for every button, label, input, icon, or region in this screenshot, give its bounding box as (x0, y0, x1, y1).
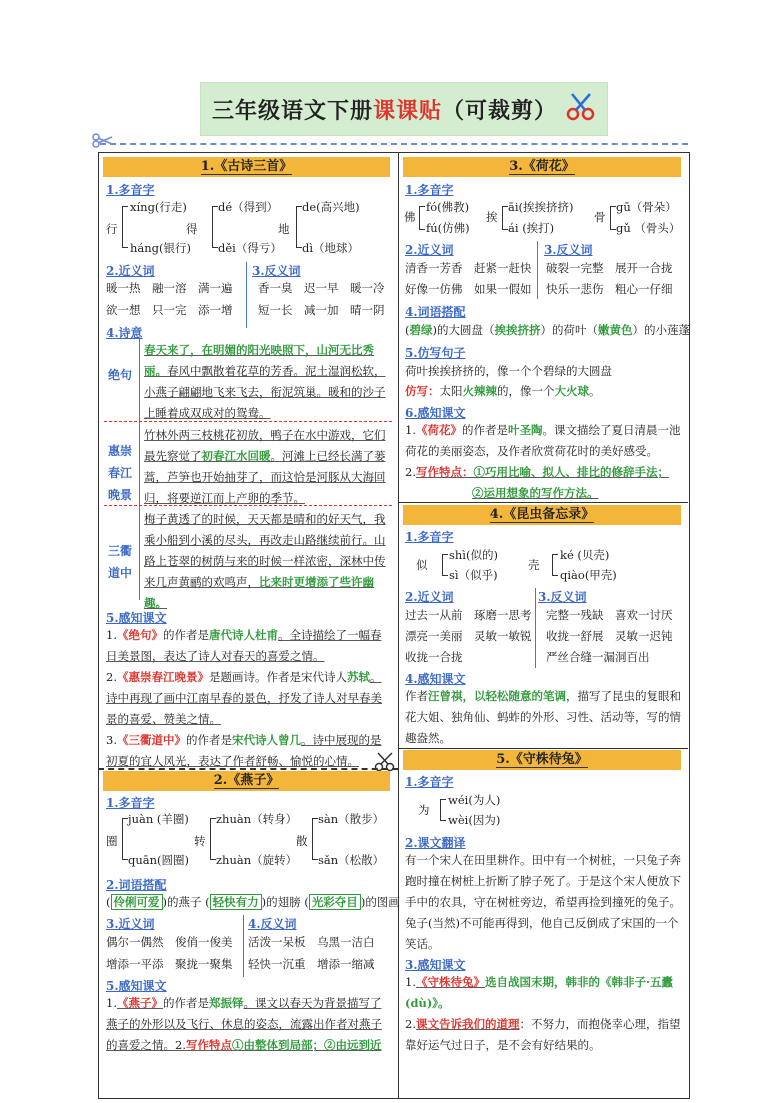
poly-char: 壳 (528, 558, 540, 572)
word-pairs: 收拢一舒展 灵敏一迟钝 (546, 629, 673, 643)
summary: ②运用想象的写作方法。 (472, 486, 599, 500)
reading: fó(佛教) (426, 200, 470, 214)
summary: 1.《守株待兔》选自战国末期，韩非的《韩非子·五蠹(dù)》。 (405, 975, 673, 1010)
bracket (442, 554, 448, 576)
subheading: 3.近义词 (106, 917, 155, 931)
summary: 2.《惠崇春江晚景》是题画诗。作者是宋代诗人苏轼。诗中再现了画中江南早春的景色，抒发了诗人对早春美景的喜爱、赞美之情。 (106, 670, 382, 726)
summary: 2.写作特点：①巧用比喻、拟人、排比的修辞手法； (405, 465, 669, 479)
word-pairs: 破裂一完整 展开一合拢 (546, 261, 673, 275)
reading: ké (贝壳) (560, 548, 610, 562)
word-pairs: 严丝合缝一漏洞百出 (546, 650, 650, 664)
word-pairs: 欲一想 只一完 添一增 (106, 303, 233, 317)
word-pairs: 短一长 减一加 晴一阴 (258, 303, 385, 317)
model-sentence: 荷叶挨挨挤挤的，像一个个碧绿的大圆盘 (405, 364, 612, 378)
divider (104, 421, 392, 422)
scissors-icon (566, 92, 596, 126)
divider (537, 241, 538, 299)
section-title: 1.《古诗三首》 (103, 157, 390, 177)
section-title: 5.《守株待兔》 (403, 750, 681, 770)
reading: de(高兴地) (302, 200, 360, 214)
poly-char: 佛 (404, 210, 416, 224)
poem-label: 三衢道中 (107, 544, 132, 580)
subheading: 5.仿写句子 (405, 346, 466, 360)
word-pairs: 快乐一悲伤 粗心一仔细 (546, 282, 673, 296)
reading: sàn（散步） (318, 812, 385, 826)
subheading: 2.课文翻译 (405, 836, 466, 850)
section-title: 3.《荷花》 (403, 157, 681, 177)
word-pairs: 活泼一呆板 乌黑一洁白 (248, 935, 375, 949)
bracket (440, 799, 446, 821)
divider (535, 588, 536, 668)
subheading: 3.反义词 (544, 243, 593, 257)
word-pairs: 完整一残缺 喜欢一讨厌 (546, 608, 673, 622)
bracket (552, 554, 558, 576)
subheading: 3.反义词 (252, 264, 301, 278)
reading: wèi(因为) (448, 813, 501, 827)
reading: shì(似的) (449, 548, 498, 562)
poem-label: 绝句 (107, 368, 132, 382)
reading: zhuàn（旋转） (216, 853, 298, 867)
subheading: 1.多音字 (106, 183, 155, 197)
summary: 1.《荷花》的作者是叶圣陶。课文描绘了夏日清晨一池荷花的美丽姿态，及作者欣赏荷花时的美好感受。 (405, 423, 681, 458)
bracket (419, 206, 425, 230)
word-pairs: 漂亮一美丽 灵敏一敏锐 (405, 629, 532, 643)
reading: děi（得亏） (218, 241, 282, 255)
divider (243, 915, 244, 977)
reading: wéi(为人) (448, 793, 501, 807)
subheading: 1.多音字 (106, 796, 155, 810)
poly-char: 得 (186, 222, 198, 236)
word-pairs: 过去一从前 琢磨一思考 (405, 608, 532, 622)
translation: 有一个宋人在田里耕作。田中有一个树桩，一只兔子奔跑时撞在树桩上折断了脖子死了。于是这个宋人便放下手中的农具，守在树桩旁边，希望再捡到撞死的兔子。兔子(当然)不可能再得到，他自己反倒成了宋国的一个笑话。 (405, 853, 681, 951)
poly-char: 骨 (594, 210, 606, 224)
word-pairs: 增添一平添 聚拢一聚集 (106, 957, 233, 971)
column-divider (398, 152, 399, 1098)
subheading: 3.感知课文 (405, 958, 466, 972)
summary: 作者汪曾祺，以轻松随意的笔调，描写了昆虫的复眼和花大姐、独角仙、蚂蚱的外形、习性、活动等，写的情趣盎然。 (405, 689, 681, 745)
divider (104, 505, 392, 506)
reading: sì（似乎) (449, 568, 498, 582)
page-title: 三年级语文下册课课贴（可裁剪） (212, 98, 558, 124)
word-pairs: 偶尔一偶然 俊俏一俊美 (106, 935, 233, 949)
reading: sǎn（松散） (318, 853, 385, 867)
poem-meaning: 梅子黄透了的时候，天天都是晴和的好天气，我乘小船到小溪的尽头，再改走山路继续前行。山路上苍翠的树荫与来的时候一样浓密，深林中传来几声黄鹂的欢鸣声，比来时更增添了些许幽趣。 (144, 512, 386, 610)
poly-char: 地 (278, 222, 290, 236)
poly-char: 为 (418, 803, 430, 817)
divider (398, 748, 688, 749)
subheading: 1.多音字 (405, 530, 454, 544)
poly-char: 行 (106, 222, 118, 236)
subheading: 4.词语搭配 (405, 305, 466, 319)
reading: ái (挨打) (508, 221, 555, 235)
section-title: 2.《燕子》 (103, 771, 390, 791)
section-title: 4.《昆虫备忘录》 (403, 505, 681, 525)
poem-meaning: 竹林外两三枝桃花初放，鸭子在水中游戏，它们最先察觉了初春江水回暖。河滩上已经长满了蒌蒿，芦笋也开始抽芽了，而这恰是河豚从大海回归，将要逆江而上产卵的季节。 (144, 428, 386, 505)
subheading: 2.近义词 (106, 264, 155, 278)
word-pairs: 暖一热 融一溶 满一遍 (106, 281, 233, 295)
subheading: 1.多音字 (405, 183, 454, 197)
scissors-icon (92, 132, 114, 152)
word-pairs: 香一臭 迟一早 暖一冷 (258, 281, 385, 295)
word-pairs: 轻快一沉重 增添一缩减 (248, 957, 375, 971)
reading: gǔ （骨头） (616, 221, 681, 235)
subheading: 4.感知课文 (405, 672, 466, 686)
reading: dé（得到） (218, 200, 279, 214)
summary: 3.《三衢道中》的作者是宋代诗人曾几。诗中展现的是初夏的宜人风光，表达了作者舒畅、愉悦的心情。 (106, 733, 382, 768)
reading: xíng(行走) (130, 200, 187, 214)
poem-meaning: 春天来了，在明媚的阳光映照下，山河无比秀丽。春风中飘散着花草的芳香。泥土湿润松软，小燕子翩翩地飞来飞去，衔泥筑巢。暖和的沙子上睡着成双成对的鸳鸯。 (144, 343, 386, 420)
subheading: 2.近义词 (405, 590, 454, 604)
summary: 2.课文告诉我们的道理：不努力，而抱侥幸心理，指望靠好运气过日子，是不会有好结果的。 (405, 1017, 681, 1052)
cut-line (100, 143, 688, 145)
subheading: 2.词语搭配 (106, 878, 167, 892)
poly-char: 圈 (106, 834, 118, 848)
subheading: 4.诗意 (106, 326, 143, 340)
divider (398, 502, 688, 503)
word-pairs: 清香一芳香 赶紧一赶快 (405, 261, 532, 275)
bracket (122, 206, 128, 248)
poly-char: 挨 (486, 210, 498, 224)
word-pairs: 收拢一合拢 (405, 650, 463, 664)
subheading: 6.感知课文 (405, 406, 466, 420)
poly-char: 似 (416, 558, 428, 572)
poly-char: 散 (296, 834, 308, 848)
subheading: 3.反义词 (538, 590, 587, 604)
subheading: 2.近义词 (405, 243, 454, 257)
reading: qiào(甲壳) (560, 568, 617, 582)
word-pairs: 好像一仿佛 如果一假如 (405, 282, 532, 296)
poly-char: 转 (194, 834, 206, 848)
summary: 1.《燕子》的作者是郑振铎。课文以春天为背景描写了燕子的外形以及飞行、休息的姿态，流露出作者对燕子的喜爱之情。2.写作特点①由整体到局部；②由远到近 (106, 996, 382, 1052)
reading: zhuàn（转身） (216, 812, 298, 826)
reading: quān(圆圈) (128, 853, 190, 867)
subheading: 4.反义词 (248, 917, 297, 931)
poem-label: 惠崇春江晚景 (107, 444, 132, 502)
reading: gū（骨朵） (616, 200, 677, 214)
reading: dì（地球） (302, 241, 360, 255)
subheading: 1.多音字 (405, 775, 454, 789)
subheading: 5.感知课文 (106, 979, 167, 993)
reading: fú(仿佛) (426, 221, 470, 235)
divider (139, 338, 140, 600)
subheading: 5.感知课文 (106, 611, 167, 625)
reading: háng(银行) (130, 241, 192, 255)
summary: 1.《绝句》的作者是唐代诗人杜甫。全诗描绘了一幅春日美景图，表达了诗人对春天的喜爱之情。 (106, 628, 382, 663)
divider (246, 262, 247, 328)
reading: juàn (羊圈) (128, 812, 189, 826)
collocations: (碧绿)的大圆盘（挨挨挤挤）的荷叶（嫩黄色）的小莲蓬 (405, 323, 690, 337)
reading: āi(挨挨挤挤) (508, 200, 574, 214)
cut-line (98, 768, 398, 770)
imitation-sentence: 仿写：太阳火辣辣的，像一个大火球。 (405, 384, 601, 398)
collocations: ( 伶俐可爱 )的燕子 ( 轻快有力 )的翅膀 ( 光彩夺目 )的图画 (106, 895, 400, 909)
